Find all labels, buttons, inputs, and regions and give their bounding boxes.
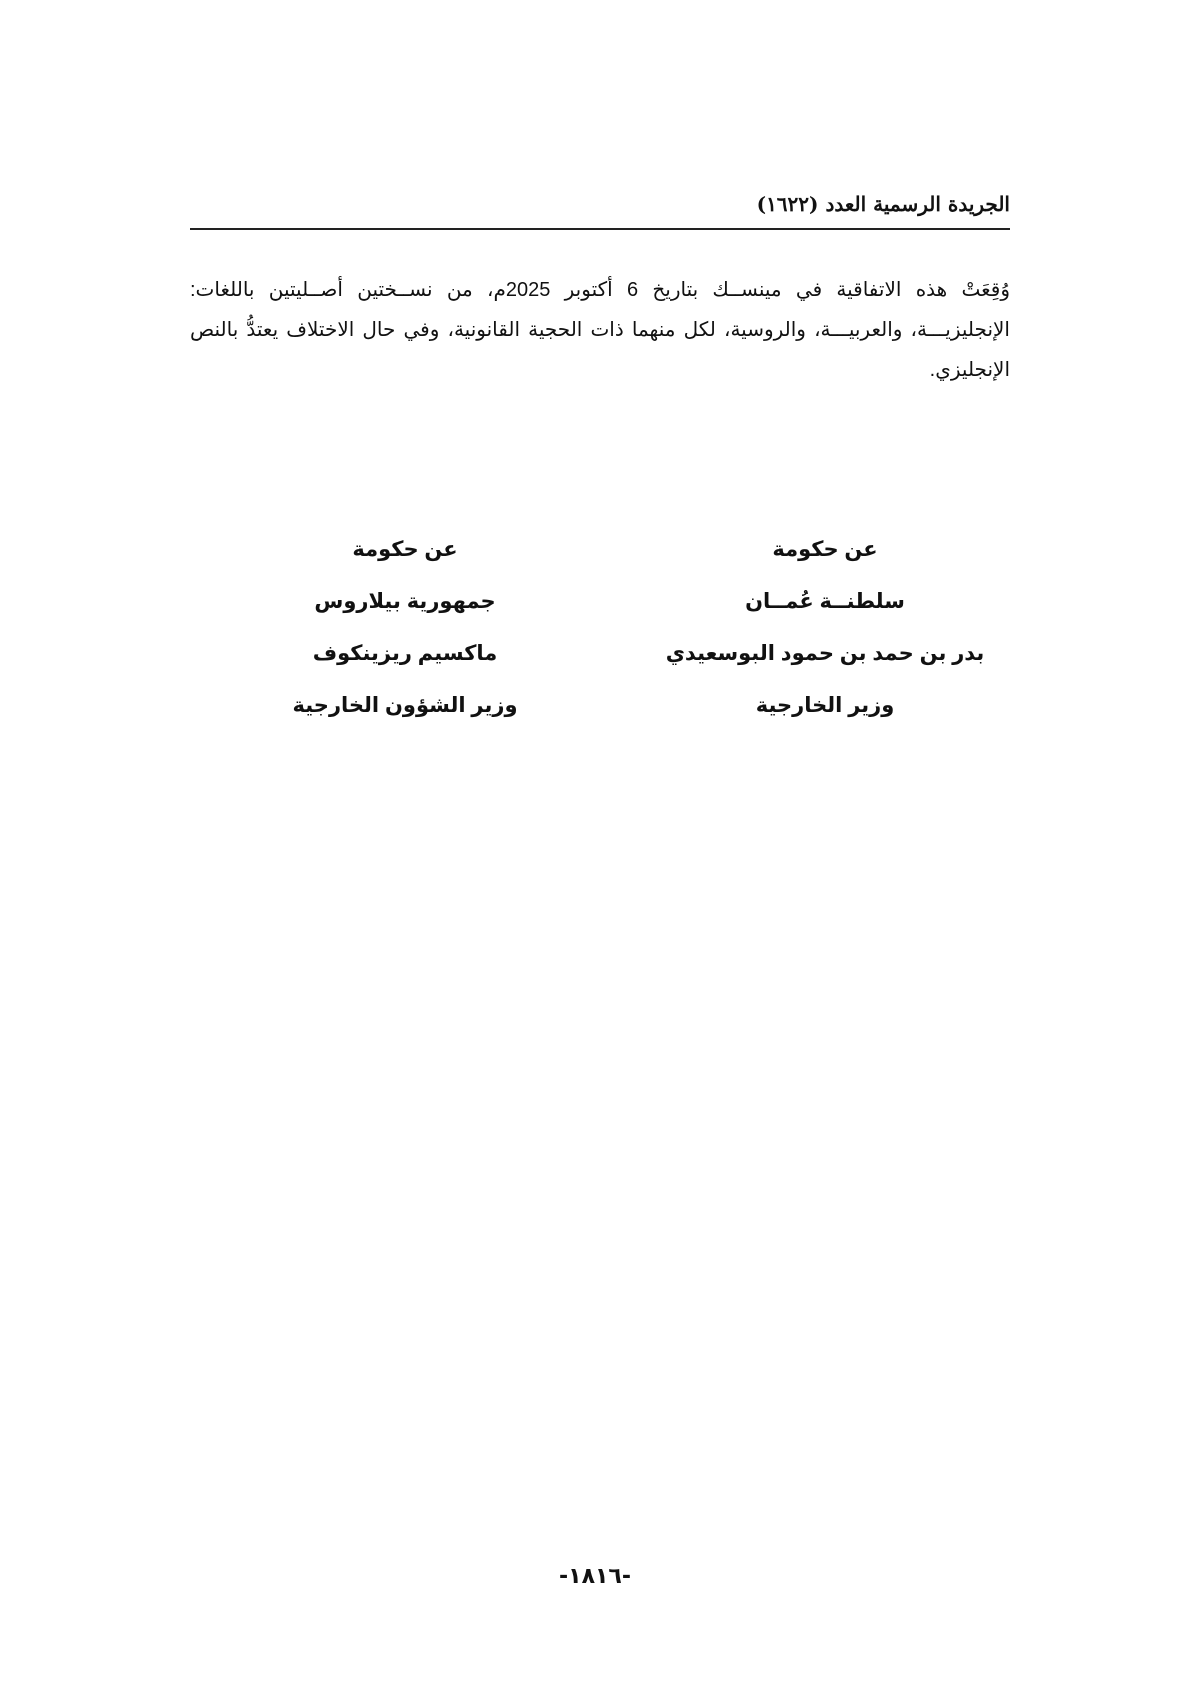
oman-signatory-name: بدر بن حمد بن حمود البوسعيدي xyxy=(665,642,985,665)
page-header xyxy=(190,188,1010,230)
signature-block-oman xyxy=(645,524,1005,732)
oman-signatory-title: وزير الخارجية xyxy=(755,694,895,717)
closing-clause-paragraph: وُقِعَتْ هذه الاتفاقية في مينســك بتاريخ 6 أكتوبر 2025م، من نســختين أصــليتين باللغات: الإنجليزيـــة، والعربيـــة، والروسية، لكل منهما ذات الحجية القانونية، وفي حال الاختلاف يعتدُّ بالنص الإنجليزي. xyxy=(190,279,1010,381)
page-number: -١٨١٦- xyxy=(559,1564,631,1589)
oman-state-name: سلطنــة عُمــان xyxy=(745,590,905,613)
belarus-signatory-title: وزير الشؤون الخارجية xyxy=(292,694,518,717)
belarus-on-behalf-label: عن حكومة xyxy=(352,538,458,561)
gazette-issue-title: الجريدة الرسمية العدد (١٦٢٢) xyxy=(756,192,1010,216)
belarus-signatory-name: ماكسيم ريزينكوف xyxy=(312,642,498,665)
belarus-state-name: جمهورية بيلاروس xyxy=(314,590,496,613)
signature-block-belarus xyxy=(225,524,585,732)
oman-on-behalf-label: عن حكومة xyxy=(772,538,878,561)
